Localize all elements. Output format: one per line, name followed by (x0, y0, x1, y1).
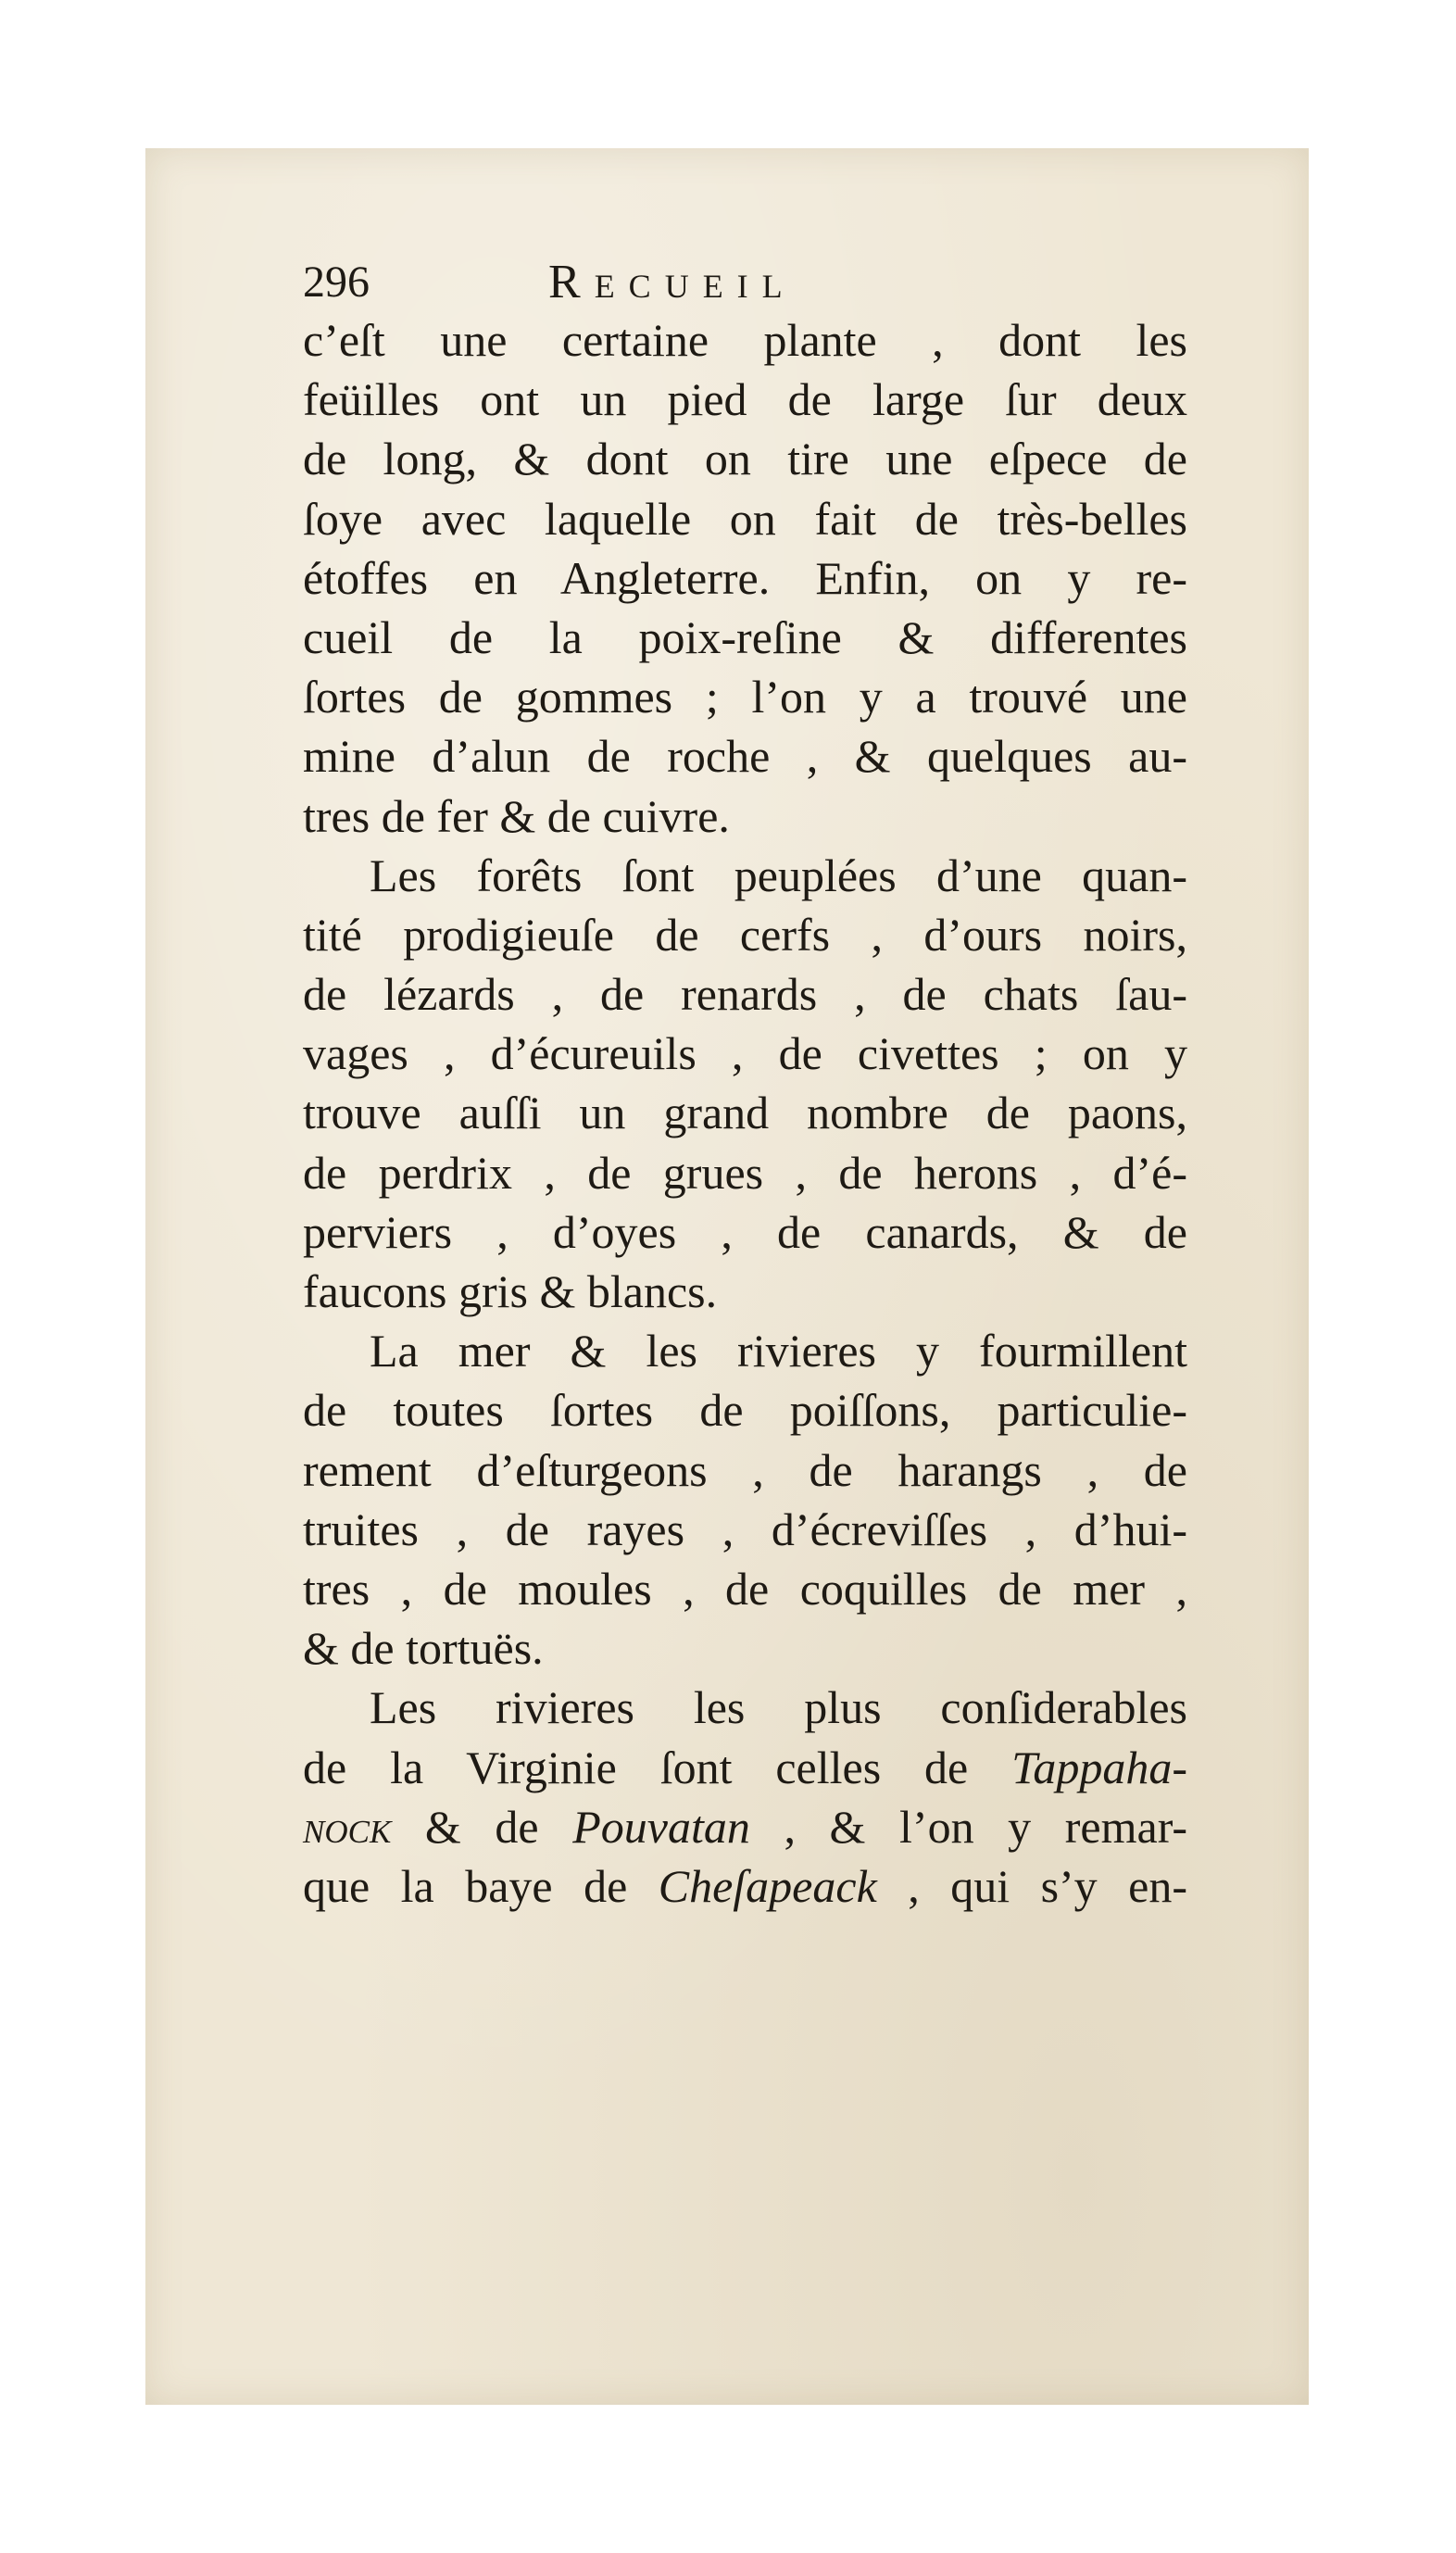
text-line: tres , de moules , de coquilles de mer , (303, 1562, 1187, 1615)
text-line: Les forêts ſont peuplées d’une quan- (370, 849, 1187, 901)
bay-name-chesapeack: Cheſapeack (658, 1859, 877, 1912)
running-title-initial: R (548, 256, 595, 308)
line-text: & de (391, 1800, 573, 1853)
text-line: de toutes ſortes de poiſſons, particulie- (303, 1384, 1187, 1437)
text-line: c’eſt une certaine plante , dont les (303, 314, 1187, 366)
line-text: de la Virginie ſont celles de (303, 1741, 1012, 1793)
text-line: feüilles ont un pied de large ſur deux (303, 373, 1187, 426)
text-line: ſortes de gommes ; l’on y a trouvé une (303, 671, 1187, 723)
river-name-pouvatan: Pouvatan (572, 1800, 750, 1853)
text-line (303, 1856, 1187, 1916)
text-line (303, 1738, 1187, 1797)
text-line: étoffes en Angleterre. Enfin, on y re- (303, 551, 1187, 604)
text-line: de lézards , de renards , de chats ſau- (303, 968, 1187, 1021)
line-text: , qui s’y en- (876, 1859, 1187, 1912)
text-line: rement d’eſturgeons , de harangs , de (303, 1443, 1187, 1496)
text-line: de perdrix , de grues , de herons , d’é- (303, 1146, 1187, 1199)
text-line: Les rivieres les plus conſiderables (370, 1681, 1187, 1734)
text-line: trouve auſſi un grand nombre de paons, (303, 1087, 1187, 1139)
paragraph-4 (303, 1678, 1187, 1916)
text-line: faucons gris & blancs. (303, 1265, 718, 1317)
page-number: 296 (303, 258, 370, 307)
text-line: de long, & dont on tire une eſpece de (303, 433, 1187, 485)
text-line: mine d’alun de roche , & quelques au- (303, 730, 1187, 783)
text-line: perviers , d’oyes , de canards, & de (303, 1205, 1187, 1258)
text-line: truites , de rayes , d’écreviſſes , d’hui- (303, 1503, 1187, 1555)
paragraph-1 (303, 310, 1187, 846)
text-line: & de tortuës. (303, 1622, 544, 1675)
line-text: que la baye de (303, 1859, 659, 1912)
text-line: vages , d’écureuils , de civettes ; on y (303, 1027, 1187, 1080)
text-line: ſoye avec laquelle on fait de très-belles (303, 492, 1187, 545)
text-line: tité prodigieuſe de cerfs , d’ours noirs, (303, 908, 1187, 961)
page-header (303, 255, 1187, 310)
book-page (145, 148, 1309, 2405)
line-text: , & l’on y remar- (749, 1800, 1187, 1853)
text-block (303, 255, 1187, 1916)
text-line (303, 1797, 1187, 1856)
river-name-tappahanock: Tappaha- (1011, 1741, 1187, 1793)
paragraph-2 (303, 846, 1187, 1322)
text-line: tres de fer & de cuivre. (303, 789, 730, 842)
text-line: cueil de la poix-reſine & differentes (303, 610, 1187, 663)
river-name-tappahanock-end: nock (303, 1800, 392, 1853)
running-title-rest: ECUEIL (594, 268, 797, 305)
text-line: La mer & les rivieres y fourmillent (370, 1325, 1187, 1377)
running-title (548, 255, 797, 314)
paragraph-3 (303, 1321, 1187, 1678)
